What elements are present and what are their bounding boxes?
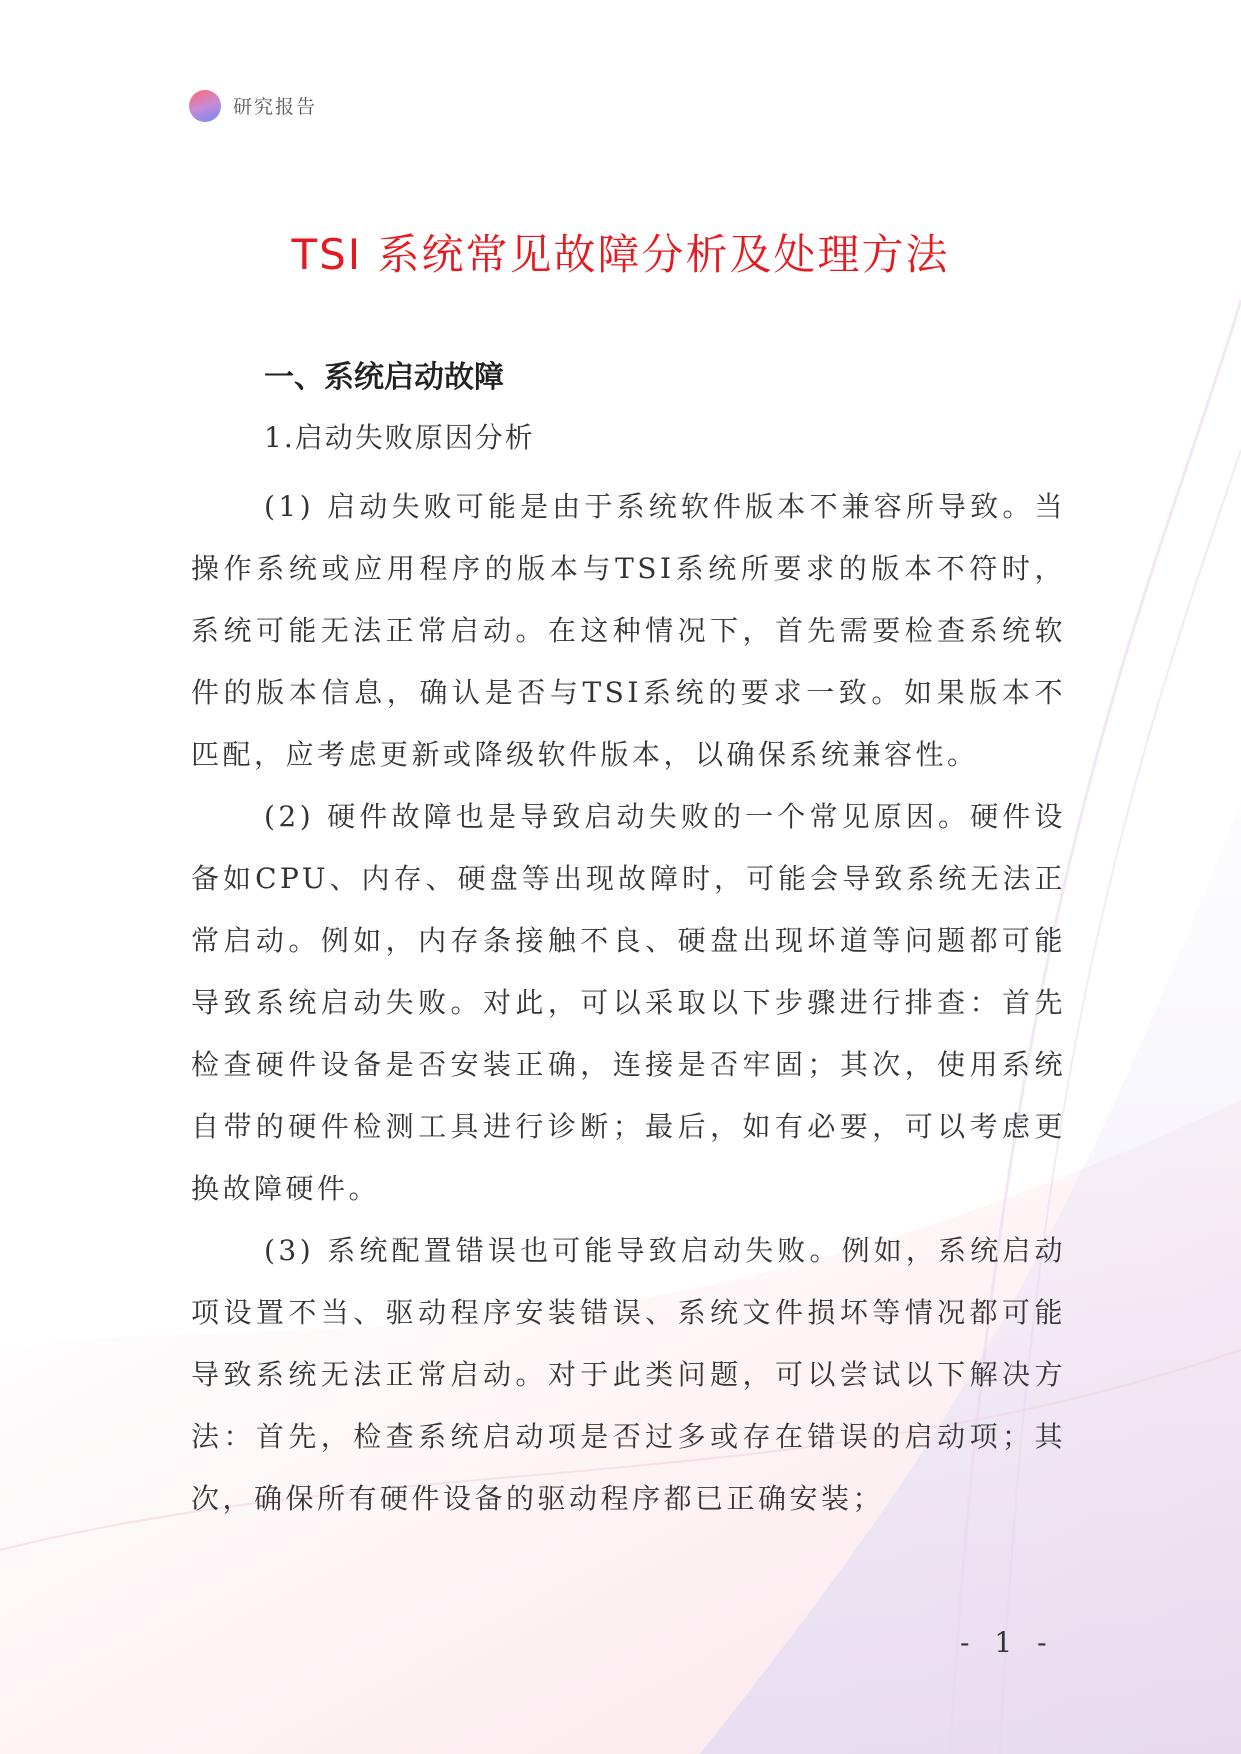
paragraph-2: (2) 硬件故障也是导致启动失败的一个常见原因。硬件设备如CPU、内存、硬盘等出现故障时，可能会导致系统无法正常启动。例如，内存条接触不良、硬盘出现坏道等问题都可能导致系统启动失败。对此，可以采取以下步骤进行排查：首先检查硬件设备是否安装正确，连接是否牢固；其次，使用系统自带的硬件检测工具进行诊断；最后，如有必要，可以考虑更换故障硬件。 [191,800,1066,1205]
section-heading: 一、系统启动故障 [264,360,504,395]
subsection-heading: 1.启动失败原因分析 [264,421,535,454]
paragraph-3: (3) 系统配置错误也可能导致启动失败。例如，系统启动项设置不当、驱动程序安装错误、系统文件损坏等情况都可能导致系统无法正常启动。对于此类问题，可以尝试以下解决方法：首先，检查系统启动项是否过多或存在错误的启动项；其次，确保所有硬件设备的驱动程序都已正确安装； [191,1234,1066,1515]
document-title: TSI 系统常见故障分析及处理方法 [291,230,950,279]
document-body [191,356,1066,1530]
paragraph-1: (1) 启动失败可能是由于系统软件版本不兼容所导致。当操作系统或应用程序的版本与TSI系统所要求的版本不符时，系统可能无法正常启动。在这种情况下，首先需要检查系统软件的版本信息，确认是否与TSI系统的要求一致。如果版本不匹配，应考虑更新或降级软件版本，以确保系统兼容性。 [191,490,1066,771]
page-number: - 1 - [960,1626,1055,1659]
header-label: 研究报告 [233,96,318,118]
header-logo-icon [189,90,221,122]
